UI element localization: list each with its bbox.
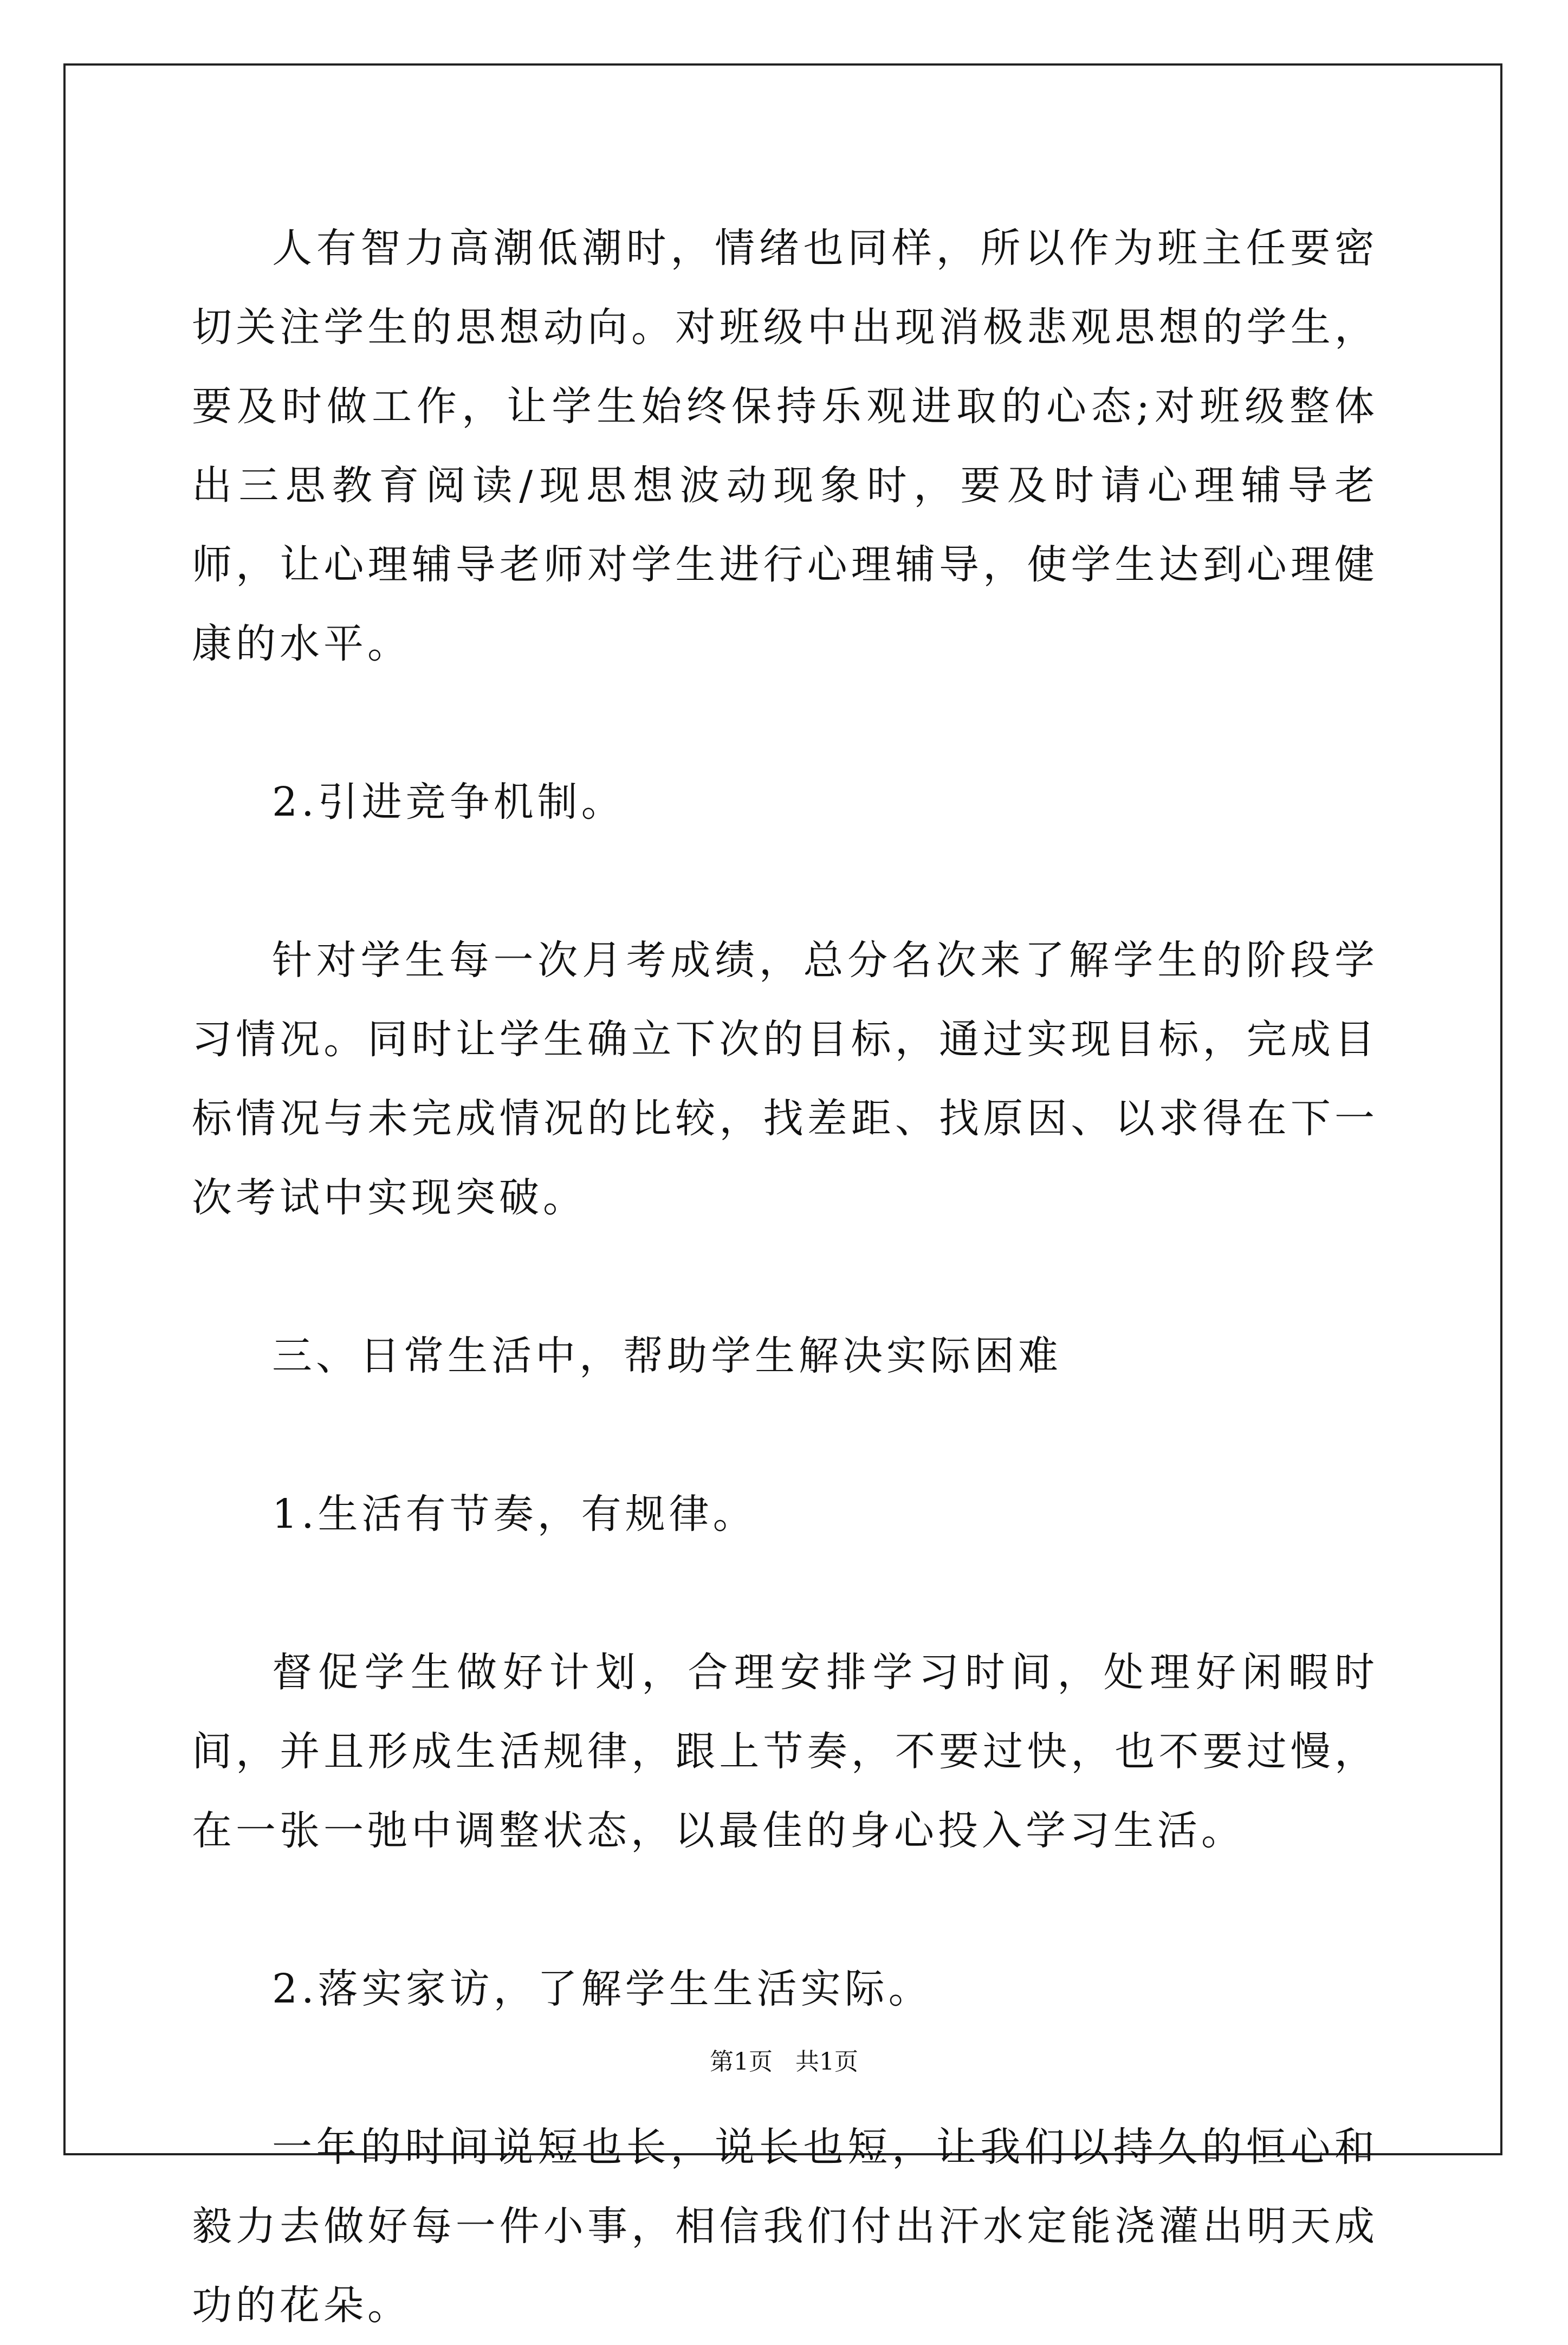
paragraph: 人有智力高潮低潮时，情绪也同样，所以作为班主任要密切关注学生的思想动向。对班级中出现消极悲观思想的学生，要及时做工作，让学生始终保持乐观进取的心态;对班级整体出三思教育阅读/现思想波动现象时，要及时请心理辅导老师，让心理辅导老师对学生进行心理辅导，使学生达到心理健康的水平。 bbox=[192, 225, 1378, 667]
page-total: 共1页 bbox=[795, 2048, 858, 2076]
page-number: 第1页 bbox=[710, 2048, 773, 2076]
page-footer bbox=[0, 2046, 1568, 2078]
paragraph: 一年的时间说短也长，说长也短，让我们以持久的恒心和毅力去做好每一件小事，相信我们付出汗水定能浇灌出明天成功的花朵。 bbox=[192, 2124, 1378, 2329]
section-heading: 三、日常生活中，帮助学生解决实际困难 bbox=[272, 1333, 1062, 1379]
paragraph: 2.落实家访，了解学生生活实际。 bbox=[272, 1966, 932, 2012]
paragraph: 2.引进竞争机制。 bbox=[272, 779, 625, 825]
paragraph: 针对学生每一次月考成绩，总分名次来了解学生的阶段学习情况。同时让学生确立下次的目标，通过实现目标，完成目标情况与未完成情况的比较，找差距、找原因、以求得在下一次考试中实现突破。 bbox=[192, 937, 1378, 1221]
paragraph: 督促学生做好计划，合理安排学习时间，处理好闲暇时间，并且形成生活规律，跟上节奏，不要过快，也不要过慢，在一张一弛中调整状态，以最佳的身心投入学习生活。 bbox=[192, 1649, 1378, 1854]
document-body bbox=[192, 209, 1378, 2345]
paragraph: 1.生活有节奏，有规律。 bbox=[272, 1491, 757, 1538]
